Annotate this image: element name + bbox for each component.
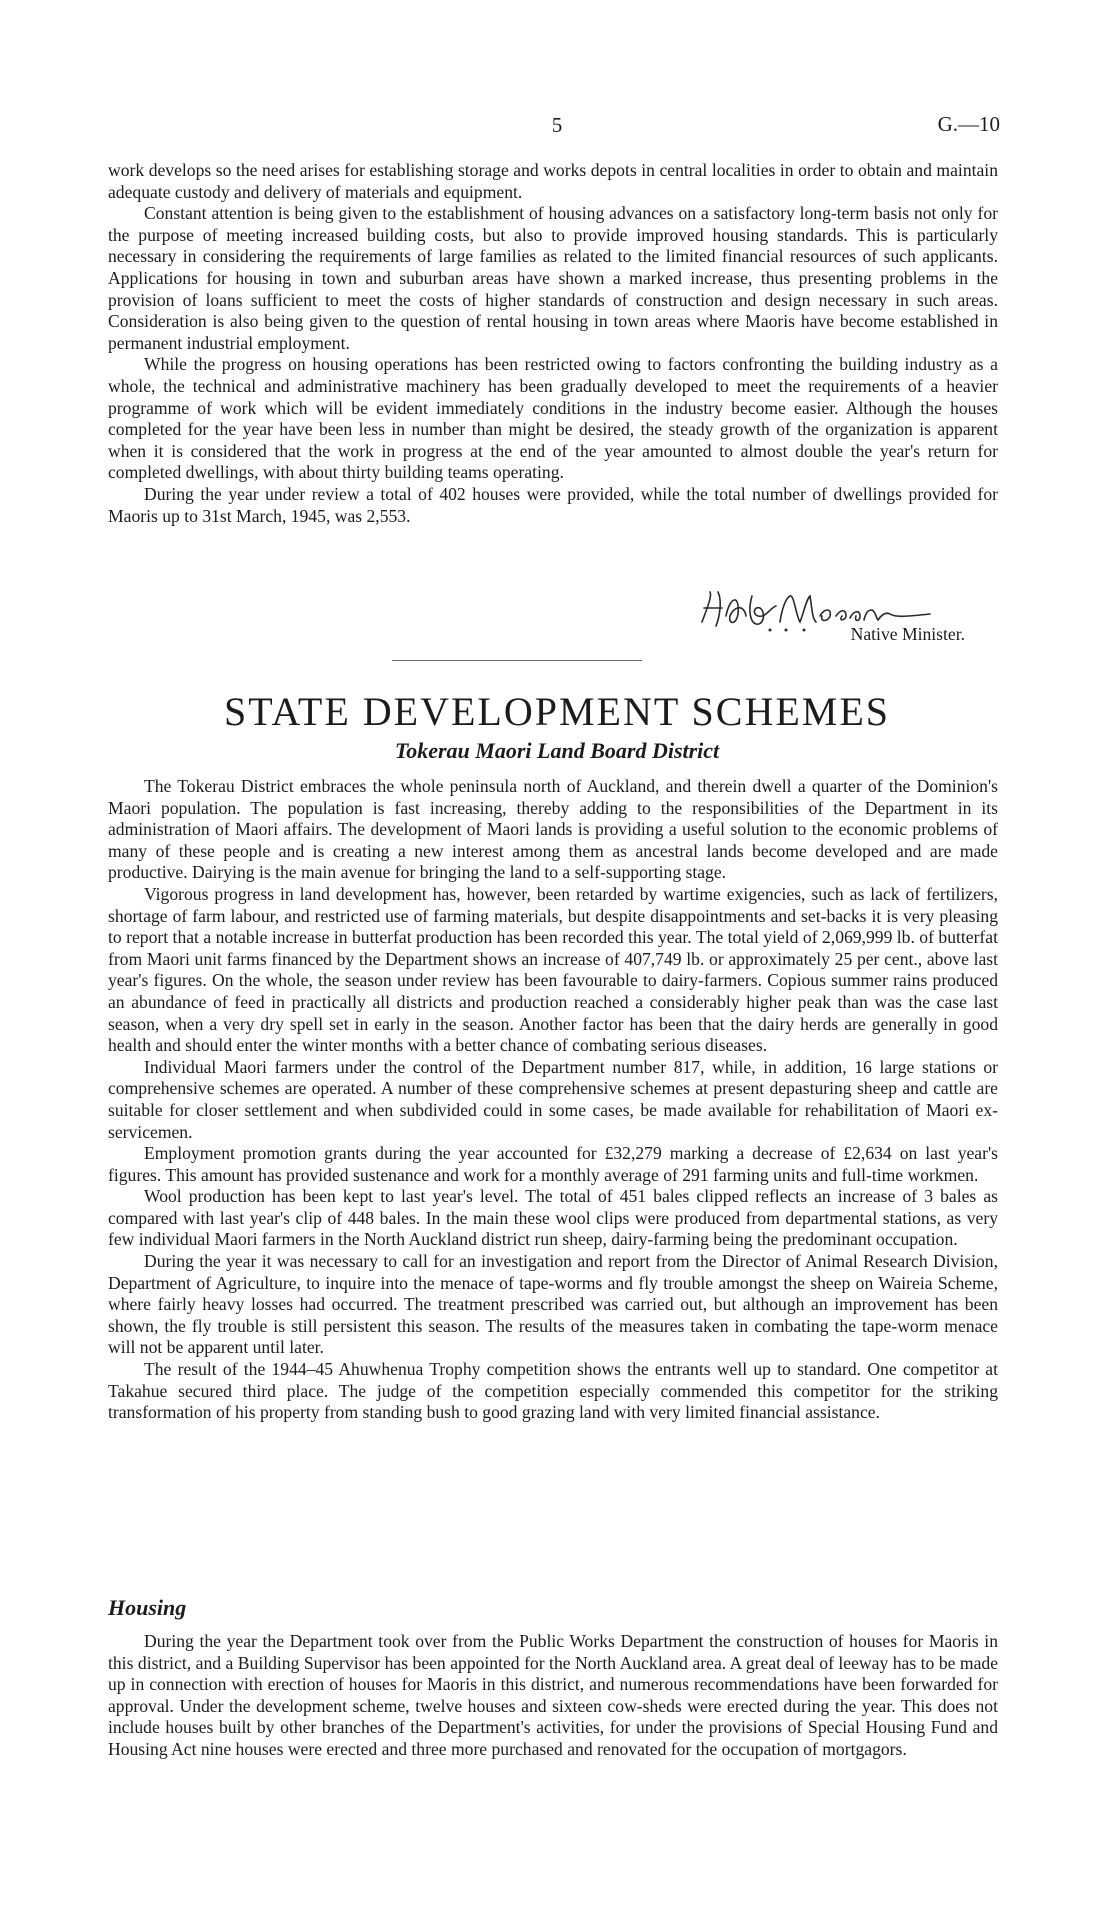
page-reference: G.—10 xyxy=(937,112,1000,136)
paragraph: Employment promotion grants during the year accounted for £32,279 marking a decrease of £2,634 on last year's figures. This amount has provided sustenance and work for a monthly average of 291 farming units and full-time workmen. xyxy=(108,1143,998,1185)
signatory-title: Native Minister. xyxy=(850,624,965,644)
paragraph: During the year the Department took over from the Public Works Department the construction of houses for Maoris in this district, and a Building Supervisor has been appointed for the North Auckland area. A great deal of leeway has to be made up in connection with erection of houses for Maoris in this district, and numerous recommendations have been forwarded for approval. Under the development scheme, twelve houses and sixteen cow-sheds were erected during the year. This does not include houses built by other branches of the Department's activities, for under the provisions of Special Housing Fund and Housing Act nine houses were erected and three more purchased and renovated for the occupation of mortgagors. xyxy=(108,1631,998,1759)
paragraph: Vigorous progress in land development has, however, been retarded by wartime exigencies, such as lack of fertilizers, shortage of farm labour, and restricted use of farming materials, but despite disappointments and set-backs it is very pleasing to report that a notable increase in butterfat production has been recorded this year. The total yield of 2,069,999 lb. of butterfat from Maori unit farms financed by the Department shows an increase of 407,749 lb. or approximately 25 per cent., above last year's figures. On the whole, the season under review has been favourable to dairy-farmers. Copious summer rains produced an abundance of feed in practically all districts and production reached a considerably higher peak than was the case last season, when a very dry spell set in early in the season. Another factor has been that the dairy herds are generally in good health and should enter the winter months with a better chance of combating serious diseases. xyxy=(108,883,998,1056)
main-heading: STATE DEVELOPMENT SCHEMES xyxy=(223,689,891,734)
paragraph: work develops so the need arises for establishing storage and works depots in central localities in order to obtain and maintain adequate custody and delivery of materials and equipment. xyxy=(108,160,998,202)
paragraph: While the progress on housing operations has been restricted owing to factors confronting the building industry as a whole, the technical and administrative machinery has been gradually developed to meet the requirements of a heavier programme of work which will be evident immediately conditions in the industry become easier. Although the houses completed for the year have been less in number than might be desired, the steady growth of the organization is apparent when it is considered that the work in progress at the end of the year amounted to almost double the year's return for completed dwellings, with about thirty building teams operating. xyxy=(108,354,998,483)
paragraph: During the year it was necessary to call for an investigation and report from the Director of Animal Research Division, Department of Agriculture, to inquire into the menace of tape-worms and fly trouble amongst the sheep on Waireia Scheme, where fairly heavy losses had occurred. The treatment prescribed was carried out, but although an improvement has been shown, the fly trouble is still persistent this season. The results of the measures taken in combating the tape-worm menace will not be apparent until later. xyxy=(108,1251,998,1358)
page-number: 5 xyxy=(551,113,563,137)
paragraph: Wool production has been kept to last year's level. The total of 451 bales clipped reflects an increase of 3 bales as compared with last year's clip of 448 bales. In the main these wool clips were produced from departmental stations, as very few individual Maori farmers in the North Auckland district run sheep, dairy-farming being the predominant occupation. xyxy=(108,1186,998,1250)
paragraph: The Tokerau District embraces the whole peninsula north of Auckland, and therein dwell a quarter of the Dominion's Maori population. The population is fast increasing, thereby adding to the responsibilities of the Department in its administration of Maori affairs. The development of Maori lands is providing a useful solution to the economic problems of many of these people and is creating a new interest among them as ancestral lands become developed and are made productive. Dairying is the main avenue for bringing the land to a self-supporting stage. xyxy=(108,776,998,883)
paragraph: Constant attention is being given to the establishment of housing advances on a satisfactory long-term basis not only for the purpose of meeting increased building costs, but also to provide improved housing standards. This is particularly necessary in considering the requirements of large families as related to the limited financial resources of such applicants. Applications for housing in town and suburban areas have shown a marked increase, thus presenting problems in the provision of loans sufficient to meet the costs of higher standards of construction and design necessary in such areas. Consideration is also being given to the question of rental housing in town areas where Maoris have become established in permanent industrial employment. xyxy=(108,203,998,353)
sub-heading: Tokerau Maori Land Board District xyxy=(394,738,720,763)
section-heading-housing: Housing xyxy=(108,1595,187,1620)
housing-section xyxy=(108,1631,998,1761)
state-development-section xyxy=(108,776,998,1424)
section-divider xyxy=(392,660,642,661)
intro-section xyxy=(108,160,998,527)
paragraph: Individual Maori farmers under the control of the Department number 817, while, in addition, 16 large stations or comprehensive schemes are operated. A number of these comprehensive schemes at present depasturing sheep and cattle are suitable for closer settlement and when subdivided could in some cases, be made available for rehabilitation of Maori ex-servicemen. xyxy=(108,1056,998,1142)
paragraph: During the year under review a total of 402 houses were provided, while the total number of dwellings provided for Maoris up to 31st March, 1945, was 2,553. xyxy=(108,483,998,526)
paragraph: The result of the 1944–45 Ahuwhenua Trophy competition shows the entrants well up to standard. One competitor at Takahue secured third place. The judge of the competition especially commended this competitor for the striking transformation of his property from standing bush to good grazing land with very limited financial assistance. xyxy=(108,1359,998,1423)
